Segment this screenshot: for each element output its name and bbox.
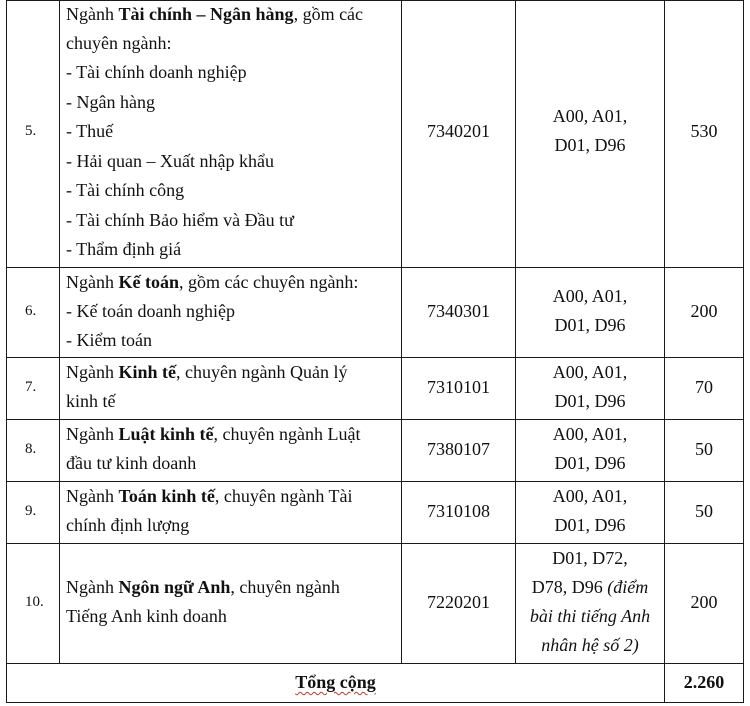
specialization-item: - Thẩm định giá [66, 239, 182, 259]
specialization-item: - Kiểm toán [66, 330, 152, 350]
total-value: 2.260 [683, 672, 725, 692]
row-number: 8. [25, 441, 37, 457]
major-title-continued: chính định lượng [66, 515, 190, 535]
major-suffix: , chuyên ngành Luật [213, 424, 361, 444]
major-name: Ngôn ngữ Anh [118, 577, 231, 597]
major-name: Luật kinh tế [118, 424, 214, 444]
major-prefix: Ngành [66, 486, 119, 506]
table-rule [59, 0, 60, 664]
table-rule [6, 0, 7, 703]
major-title [66, 268, 358, 297]
admission-quota: 530 [690, 121, 718, 141]
major-title-continued: đầu tư kinh doanh [66, 453, 197, 473]
specialization-item: - Tài chính công [66, 180, 185, 200]
row-number: 7. [25, 379, 37, 395]
table-rule [6, 663, 744, 664]
subject-combinations [516, 573, 664, 602]
specialization-item: - Ngân hàng [66, 92, 155, 112]
major-title [66, 358, 347, 387]
combo-note: nhân hệ số 2) [541, 635, 639, 655]
major-title [66, 573, 340, 602]
major-prefix: Ngành [66, 362, 119, 382]
subject-combinations: A00, A01, [552, 424, 628, 444]
major-code: 7340201 [427, 121, 490, 141]
subject-combinations: A00, A01, [552, 486, 628, 506]
subject-combinations: A00, A01, [552, 286, 628, 306]
subject-combinations: A00, A01, [552, 106, 628, 126]
major-title [66, 482, 353, 511]
major-prefix: Ngành [66, 4, 119, 24]
major-title [66, 420, 360, 449]
subject-combinations: D01, D72, [552, 548, 628, 568]
row-number: 10. [25, 594, 44, 610]
specialization-item: - Hải quan – Xuất nhập khẩu [66, 151, 274, 171]
major-name: Kế toán [118, 272, 179, 292]
row-number: 9. [25, 503, 37, 519]
major-code: 7310108 [427, 501, 490, 521]
major-suffix: , chuyên ngành [230, 577, 340, 597]
specialization-item: - Kế toán doanh nghiệp [66, 301, 235, 321]
subject-combinations: D01, D96 [554, 315, 626, 335]
admission-quota: 50 [695, 501, 713, 521]
row-number: 5. [25, 123, 37, 139]
total-label: Tổng cộng [295, 672, 376, 692]
specialization-item: - Tài chính doanh nghiệp [66, 62, 247, 82]
table-rule [6, 702, 744, 703]
table-rule [401, 0, 402, 664]
admission-quota: 50 [695, 439, 713, 459]
major-prefix: Ngành [66, 577, 119, 597]
major-suffix: , chuyên ngành Tài [214, 486, 353, 506]
specialization-item: - Thuế [66, 121, 114, 141]
admission-quota: 200 [690, 301, 718, 321]
major-suffix: , gồm các [293, 4, 364, 24]
combo-codes: D78, D96 [531, 577, 608, 597]
major-title [66, 0, 363, 29]
subject-combinations: D01, D96 [554, 515, 626, 535]
subject-combinations: D01, D96 [554, 135, 626, 155]
major-code: 7310101 [427, 377, 490, 397]
major-name: Kinh tế [118, 362, 177, 382]
admission-quota: 70 [695, 377, 713, 397]
table-rule [743, 0, 744, 703]
combo-note: bài thi tiếng Anh [529, 606, 651, 626]
major-prefix: Ngành [66, 424, 119, 444]
row-number: 6. [25, 303, 37, 319]
specialization-item: - Tài chính Bảo hiểm và Đầu tư [66, 210, 294, 230]
major-title-continued: Tiếng Anh kinh doanh [66, 606, 227, 626]
subject-combinations: A00, A01, [552, 362, 628, 382]
major-suffix: , gồm các chuyên ngành: [179, 272, 359, 292]
major-code: 7340301 [427, 301, 490, 321]
major-name: Toán kinh tế [118, 486, 215, 506]
major-name: Tài chính – Ngân hàng [118, 4, 294, 24]
subject-combinations: D01, D96 [554, 453, 626, 473]
major-prefix: Ngành [66, 272, 119, 292]
major-title-continued: kinh tế [66, 391, 116, 411]
major-code: 7220201 [427, 592, 490, 612]
subject-combinations: D01, D96 [554, 391, 626, 411]
major-suffix: , chuyên ngành Quản lý [176, 362, 348, 382]
major-code: 7380107 [427, 439, 490, 459]
combo-note: (điểm [607, 577, 649, 597]
major-title-continued: chuyên ngành: [66, 33, 172, 53]
admission-quota: 200 [690, 592, 718, 612]
